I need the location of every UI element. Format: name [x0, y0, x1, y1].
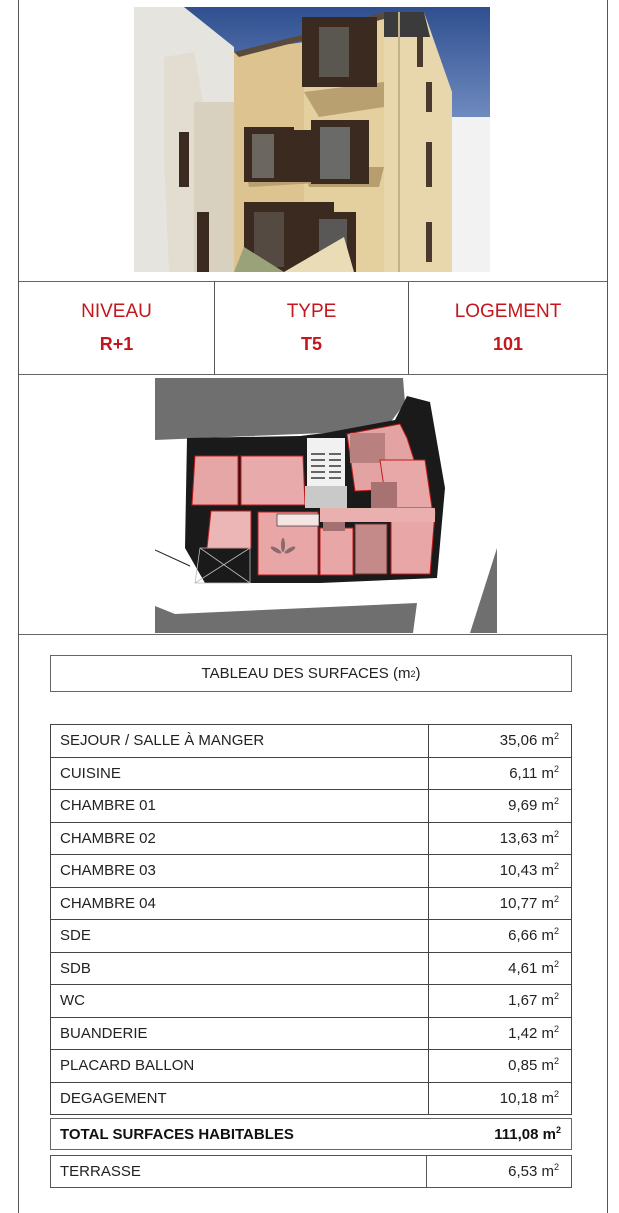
room-name: CUISINE	[51, 757, 429, 790]
surfaces-table	[50, 724, 572, 1115]
room-area: 6,66 $m^2$	[429, 920, 572, 953]
room-area: 6,11 $m^2$	[429, 757, 572, 790]
table-row	[51, 790, 572, 823]
table-row	[51, 1017, 572, 1050]
title-text: TABLEAU DES SURFACES (m	[201, 665, 411, 682]
room-area: 0,85 $m^2$	[429, 1050, 572, 1083]
table-row	[51, 985, 572, 1018]
unit-info-row	[19, 282, 607, 375]
table-row	[51, 920, 572, 953]
table-row	[51, 757, 572, 790]
logement-label: LOGEMENT	[454, 301, 562, 322]
logement-value: 101	[492, 334, 524, 354]
total-value: 111,08 $m^2$	[494, 1124, 561, 1143]
niveau-cell	[19, 282, 214, 374]
room-area: 35,06 $m^2$	[429, 725, 572, 758]
type-value: T5	[300, 334, 322, 354]
floor-plan-image	[155, 378, 501, 633]
total-label: TOTAL SURFACES HABITABLES	[60, 1125, 294, 1143]
table-row	[51, 855, 572, 888]
building-render-image	[134, 7, 490, 272]
niveau-label: NIVEAU	[81, 301, 152, 322]
table-row	[51, 887, 572, 920]
type-label: TYPE	[286, 301, 337, 322]
table-row	[51, 1050, 572, 1083]
total-row	[50, 1118, 572, 1150]
terrasse-row	[51, 1156, 572, 1188]
niveau-value: R+1	[99, 334, 134, 354]
room-name: SEJOUR / SALLE À MANGER	[51, 725, 429, 758]
room-area: 9,69 $m^2$	[429, 790, 572, 823]
room-name: CHAMBRE 01	[51, 790, 429, 823]
room-name: CHAMBRE 02	[51, 822, 429, 855]
room-name: BUANDERIE	[51, 1017, 429, 1050]
floor-plan-section	[19, 375, 607, 635]
room-area: 10,43 $m^2$	[429, 855, 572, 888]
table-row	[51, 1082, 572, 1115]
room-name: PLACARD BALLON	[51, 1050, 429, 1083]
terrasse-table	[50, 1155, 572, 1188]
room-name: CHAMBRE 03	[51, 855, 429, 888]
room-name: WC	[51, 985, 429, 1018]
table-row	[51, 725, 572, 758]
room-name: DEGAGEMENT	[51, 1082, 429, 1115]
logement-cell	[408, 282, 607, 374]
room-name: SDE	[51, 920, 429, 953]
room-area: 4,61 $m^2$	[429, 952, 572, 985]
room-area: 1,67 $m^2$	[429, 985, 572, 1018]
room-name: CHAMBRE 04	[51, 887, 429, 920]
room-area: 1,42 $m^2$	[429, 1017, 572, 1050]
room-area: 13,63 $m^2$	[429, 822, 572, 855]
room-area: 10,18 $m^2$	[429, 1082, 572, 1115]
title-close: )	[415, 665, 421, 682]
render-section	[19, 0, 607, 282]
table-row	[51, 822, 572, 855]
room-area: 10,77 $m^2$	[429, 887, 572, 920]
type-cell	[214, 282, 408, 374]
terrasse-label: TERRASSE	[51, 1156, 427, 1188]
terrasse-value: 6,53 $m^2$	[427, 1156, 572, 1188]
room-name: SDB	[51, 952, 429, 985]
surfaces-table-title: TABLEAU DES SURFACES (m 2 )	[50, 655, 572, 692]
table-row	[51, 952, 572, 985]
document-sheet	[18, 0, 608, 1213]
